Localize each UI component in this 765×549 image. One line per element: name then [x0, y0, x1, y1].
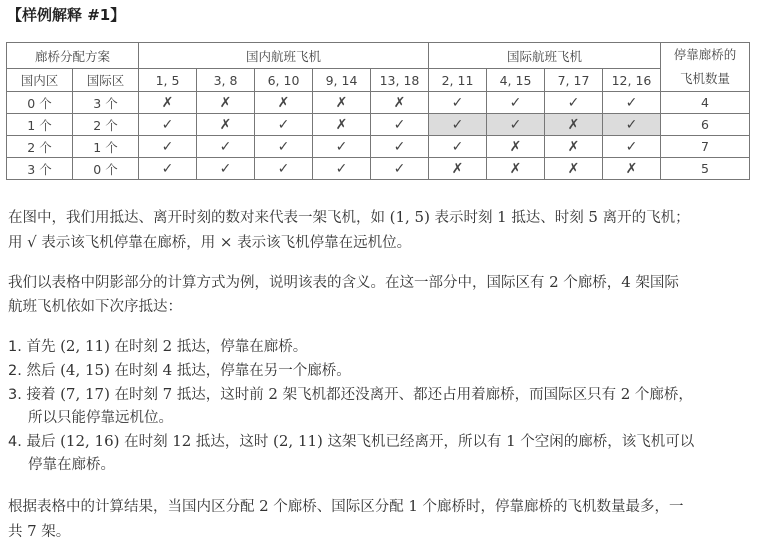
- check-icon: ✓: [313, 158, 371, 180]
- math: 1: [408, 497, 418, 515]
- cross-icon: ✗: [255, 92, 313, 114]
- text: 共: [8, 524, 23, 540]
- cell-international-count: 3 个: [73, 92, 139, 114]
- header-docked-count-line1: 停靠廊桥的: [673, 47, 737, 62]
- check-icon: ✓: [603, 92, 661, 114]
- paragraph-conclusion: [8, 494, 758, 544]
- text: 在图中，我们用抵达、离开时刻的数对来代表一架飞机，如: [8, 210, 385, 226]
- math: 4: [621, 273, 631, 291]
- math: 7: [27, 522, 37, 540]
- paragraph-notation: [8, 205, 758, 255]
- allocation-table: [6, 42, 750, 180]
- table-row: [7, 136, 750, 158]
- check-icon: ✓: [603, 136, 661, 158]
- cross-icon: ✗: [487, 136, 545, 158]
- text: 用: [8, 235, 23, 251]
- check-icon: ✓: [429, 136, 487, 158]
- check-icon: ✓: [429, 114, 487, 136]
- step-number: 3.: [8, 387, 22, 403]
- text: 在时刻: [124, 434, 168, 450]
- step-number: 2.: [8, 363, 22, 379]
- cell-domestic-count: 0 个: [7, 92, 73, 114]
- list-item: [8, 359, 758, 383]
- paragraph-conclusion-line1: [8, 494, 758, 519]
- table-header-row: [7, 43, 750, 69]
- math: 4: [162, 361, 173, 379]
- text: 抵达，停靠在廊桥。: [176, 339, 308, 355]
- header-allocation: 廊桥分配方案: [7, 43, 139, 69]
- table-subheader-row: [7, 69, 750, 92]
- math: (4, 15): [60, 361, 110, 379]
- check-icon: ✓: [139, 136, 197, 158]
- paragraph-example-intro: [8, 270, 758, 319]
- cross-icon: ✗: [371, 92, 429, 114]
- math: (1, 5): [389, 208, 430, 226]
- text: 抵达，这时前: [176, 387, 264, 403]
- subheader-flight: 7, 17: [545, 69, 603, 92]
- math: (7, 17): [60, 385, 110, 403]
- cross-icon: ✗: [139, 92, 197, 114]
- table-row: [7, 92, 750, 114]
- subheader-domestic: 国内区: [7, 69, 73, 92]
- header-docked-count: [661, 43, 750, 92]
- math: 1: [506, 432, 516, 450]
- cell-domestic-count: 2 个: [7, 136, 73, 158]
- subheader-flight: 6, 10: [255, 69, 313, 92]
- math: 7: [162, 385, 173, 403]
- check-icon: ✓: [197, 136, 255, 158]
- text: 表示时刻: [434, 210, 493, 226]
- check-icon: ✓: [197, 158, 255, 180]
- paragraph-notation-line2: [8, 230, 758, 255]
- header-international-flights: 国际航班飞机: [429, 43, 661, 69]
- text: 最后: [26, 434, 56, 450]
- check-icon: ✓: [487, 92, 545, 114]
- list-item: [8, 335, 758, 359]
- text: 我们以表格中阴影部分的计算方式为例，说明该表的含义。在这一部分中，国际区有: [8, 275, 545, 291]
- math: 1: [497, 208, 507, 226]
- math: 2: [162, 337, 173, 355]
- text: 表示该飞机停靠在廊桥，用: [41, 235, 216, 251]
- text: 个廊桥，: [563, 275, 622, 291]
- cell-domestic-count: 3 个: [7, 158, 73, 180]
- paragraph-example-line1: [8, 270, 758, 295]
- text: 个廊桥、国际区分配: [273, 499, 404, 515]
- cell-international-count: 0 个: [73, 158, 139, 180]
- check-icon: ✓: [139, 158, 197, 180]
- cell-international-count: 1 个: [73, 136, 139, 158]
- text: 接着: [26, 387, 56, 403]
- text: 所以只能停靠远机位。: [28, 410, 173, 426]
- cross-icon: ✗: [545, 136, 603, 158]
- cross-icon: ✗: [197, 114, 255, 136]
- check-icon: ✓: [487, 114, 545, 136]
- math: 12: [172, 432, 192, 450]
- math: (2, 11): [273, 432, 323, 450]
- math: 2: [620, 385, 631, 403]
- cross-icon: ✗: [487, 158, 545, 180]
- check-icon: ✓: [139, 114, 197, 136]
- text: 个空闲的廊桥，该飞机可以: [520, 434, 695, 450]
- subheader-flight: 13, 18: [371, 69, 429, 92]
- math: 5: [588, 208, 598, 226]
- text: 个廊桥时，停靠廊桥的飞机数量最多，一: [422, 499, 684, 515]
- section-heading: 【样例解释 #1】: [7, 6, 126, 24]
- check-icon: ✓: [429, 92, 487, 114]
- text: 抵达，停靠在另一个廊桥。: [176, 363, 351, 379]
- subheader-flight: 4, 15: [487, 69, 545, 92]
- cross-icon: ✗: [429, 158, 487, 180]
- sqrt-symbol: √: [27, 233, 37, 251]
- check-icon: ✓: [371, 158, 429, 180]
- check-icon: ✓: [255, 136, 313, 158]
- arrival-steps-list: [8, 335, 758, 477]
- text: 然后: [26, 363, 56, 379]
- text: 抵达，这时: [195, 434, 269, 450]
- step-number: 1.: [8, 339, 22, 355]
- check-icon: ✓: [255, 158, 313, 180]
- subheader-international: 国际区: [73, 69, 139, 92]
- text: 架。: [41, 524, 71, 540]
- subheader-flight: 2, 11: [429, 69, 487, 92]
- table-row: [7, 114, 750, 136]
- check-icon: ✓: [255, 114, 313, 136]
- header-docked-count-line2: 飞机数量: [679, 71, 730, 86]
- text: 停靠在廊桥。: [28, 457, 115, 473]
- cross-icon: ✗: [197, 92, 255, 114]
- cell-international-count: 2 个: [73, 114, 139, 136]
- cell-docked-total: 4: [661, 92, 750, 114]
- text: 抵达、时刻: [511, 210, 584, 226]
- check-icon: ✓: [545, 92, 603, 114]
- text: 在时刻: [114, 339, 159, 355]
- subheader-flight: 9, 14: [313, 69, 371, 92]
- times-symbol: ×: [219, 233, 233, 251]
- cell-docked-total: 6: [661, 114, 750, 136]
- list-item: [8, 430, 758, 477]
- check-icon: ✓: [313, 136, 371, 158]
- cell-docked-total: 7: [661, 136, 750, 158]
- step-number: 4.: [8, 434, 22, 450]
- text: 在时刻: [114, 387, 159, 403]
- table-body: [7, 92, 750, 180]
- list-item: [8, 383, 758, 430]
- cross-icon: ✗: [313, 92, 371, 114]
- text: 在时刻: [114, 363, 159, 379]
- subheader-flight: 1, 5: [139, 69, 197, 92]
- math: 2: [268, 385, 278, 403]
- math: 2: [259, 497, 269, 515]
- text: 离开的飞机；: [602, 210, 690, 226]
- paragraph-conclusion-line2: [8, 519, 758, 544]
- text: 架国际: [635, 275, 679, 291]
- subheader-flight: 3, 8: [197, 69, 255, 92]
- text: 首先: [26, 339, 56, 355]
- table-row: [7, 158, 750, 180]
- check-icon: ✓: [371, 114, 429, 136]
- cross-icon: ✗: [545, 114, 603, 136]
- paragraph-notation-line1: [8, 205, 758, 230]
- text: 架飞机都还没离开、都还占用着廊桥，而国际区只有: [282, 387, 617, 403]
- cell-docked-total: 5: [661, 158, 750, 180]
- text: 根据表格中的计算结果，当国内区分配: [8, 499, 255, 515]
- text: 这架飞机已经离开，所以有: [327, 434, 502, 450]
- paragraph-example-line2: 航班飞机依如下次序抵达：: [8, 299, 182, 315]
- header-domestic-flights: 国内航班飞机: [139, 43, 429, 69]
- check-icon: ✓: [371, 136, 429, 158]
- math: (2, 11): [60, 337, 110, 355]
- text: 表示该飞机停靠在远机位。: [237, 235, 412, 251]
- subheader-flight: 12, 16: [603, 69, 661, 92]
- cross-icon: ✗: [545, 158, 603, 180]
- check-icon: ✓: [603, 114, 661, 136]
- math: 2: [549, 273, 559, 291]
- cross-icon: ✗: [313, 114, 371, 136]
- math: (12, 16): [60, 432, 120, 450]
- cell-domestic-count: 1 个: [7, 114, 73, 136]
- cross-icon: ✗: [603, 158, 661, 180]
- text: 个廊桥，: [634, 387, 693, 403]
